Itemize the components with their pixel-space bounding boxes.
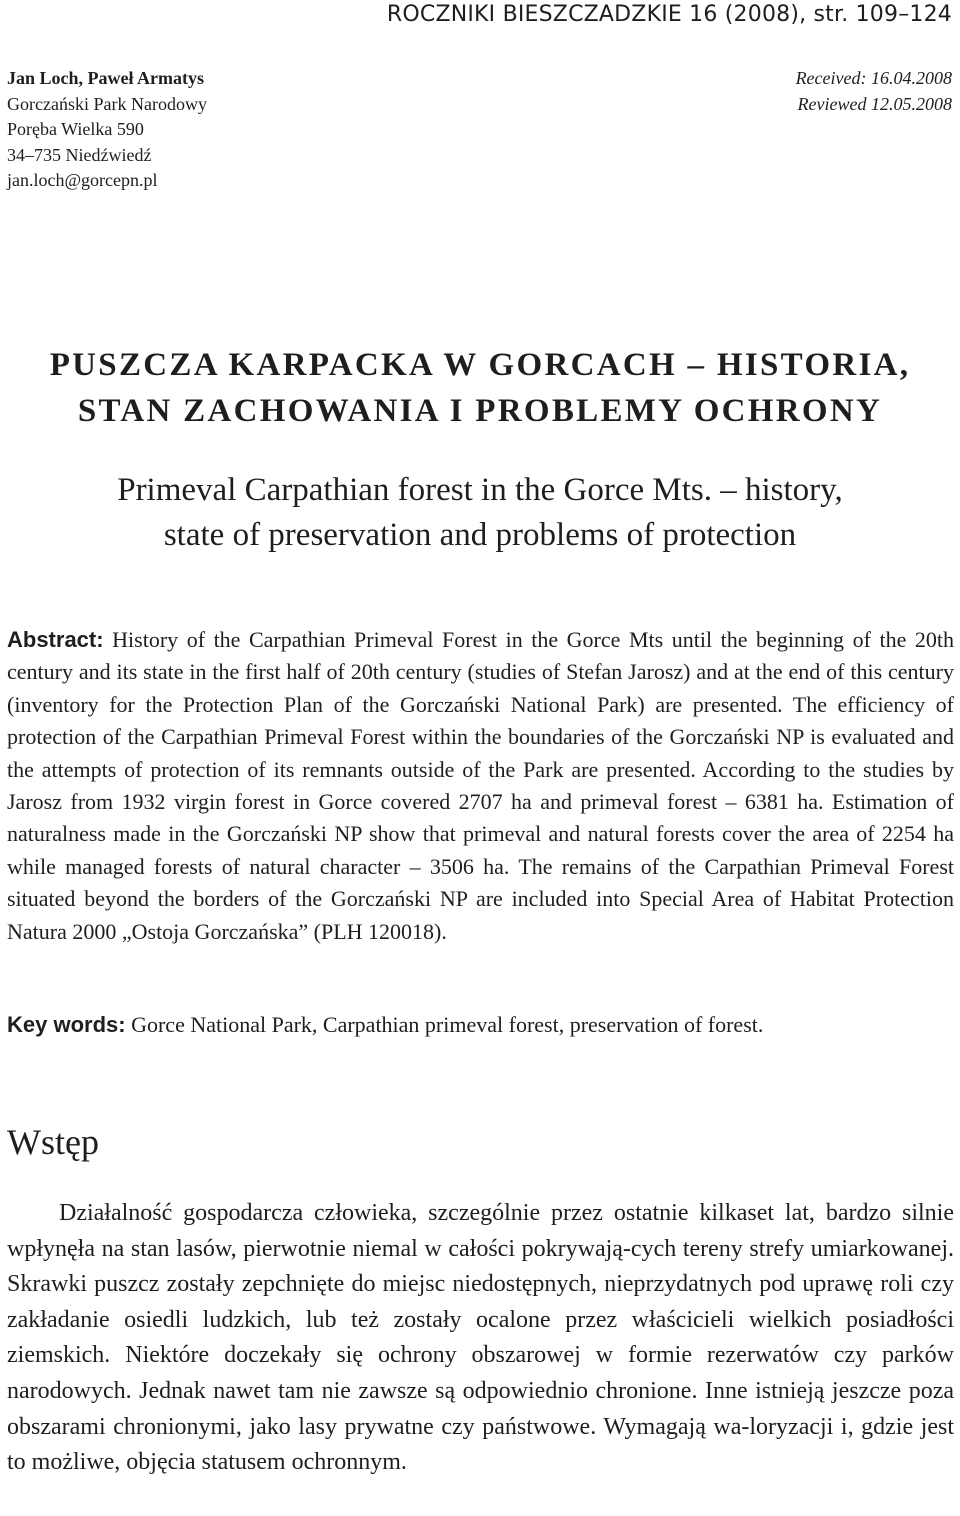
author-street: Poręba Wielka 590 bbox=[7, 119, 144, 139]
title-english-line-1: Primeval Carpathian forest in the Gorce Mts. – history, bbox=[117, 472, 843, 508]
section-heading: Wstęp bbox=[7, 1122, 99, 1162]
abstract-label: Abstract: bbox=[7, 627, 104, 652]
title-english bbox=[0, 468, 960, 558]
title-polish-line-2: STAN ZACHOWANIA I PROBLEMY OCHRONY bbox=[77, 393, 883, 429]
received-date: Received: 16.04.2008 bbox=[795, 68, 952, 88]
title-english-line-2: state of preservation and problems of protection bbox=[163, 517, 797, 553]
author-block bbox=[7, 66, 207, 194]
journal-header: ROCZNIKI BIESZCZADZKIE 16 (2008), str. 109–124 bbox=[386, 2, 952, 27]
author-names: Jan Loch, Paweł Armatys bbox=[7, 68, 204, 88]
keywords-text: Gorce National Park, Carpathian primeval forest, preservation of forest. bbox=[131, 1012, 764, 1037]
reviewed-date: Reviewed 12.05.2008 bbox=[797, 93, 952, 114]
intro-paragraph: Działalność gospodarcza człowieka, szczególnie przez ostatnie kilkaset lat, bardzo silnie wpłynęła na stan lasów, pierwotnie niemal w całości pokrywają-cych tereny strefy umiarkowanej. Skrawki puszcz zostały zepchnięte do miejsc niedostępnych, nieprzydatnych pod uprawę roli czy zakładanie osiedli ludzkich, lub też zostały ocalone przez właścicieli wielkich posiadłości ziemskich. Niektóre doczekały się ochrony obszarowej w formie rezerwatów czy parków narodowych. Jednak nawet tam nie zawsze są odpowiednio chronione. Inne istnieją jeszcze poza obszarami chronionymi, jako lasy prywatne czy państwowe. Wymagają wa-loryzacji i, gdzie jest to możliwe, objęcia statusem ochronnym. bbox=[7, 1200, 954, 1476]
keywords bbox=[7, 1009, 954, 1041]
title-polish bbox=[0, 342, 960, 434]
abstract-text: History of the Carpathian Primeval Forest in the Gorce Mts until the beginning of the 20th century and its state in the first half of 20th century (studies of Stefan Jarosz) and at the end of this century (inventory for the Protection Plan of the Gorczański National Park) are presented. The efficiency of protection of the Carpathian Primeval Forest within the boundaries of the Gorczański NP is evaluated and the attempts of protection of its remnants outside of the Park are presented. According to the studies by Jarosz from 1932 virgin forest in Gorce covered 2707 ha and primeval forest – 6381 ha. Estimation of naturalness made in the Gorczański NP show that primeval and natural forests cover the area of 2254 ha while managed forests of natural character – 3506 ha. The remains of the Carpathian Primeval Forest situated beyond the borders of the Gorczański NP are included into Special Area of Habitat Protection Natura 2000 „Ostoja Gorczańska” (PLH 120018). bbox=[7, 627, 955, 944]
title-polish-line-1: PUSZCZA KARPACKA W GORCACH – HISTORIA, bbox=[49, 347, 911, 383]
review-dates bbox=[796, 66, 952, 117]
abstract bbox=[7, 624, 954, 948]
author-institution: Gorczański Park Narodowy bbox=[7, 93, 207, 114]
author-email: jan.loch@gorcepn.pl bbox=[7, 170, 158, 190]
author-city: 34–735 Niedźwiedź bbox=[7, 144, 152, 165]
keywords-label: Key words: bbox=[7, 1012, 126, 1037]
